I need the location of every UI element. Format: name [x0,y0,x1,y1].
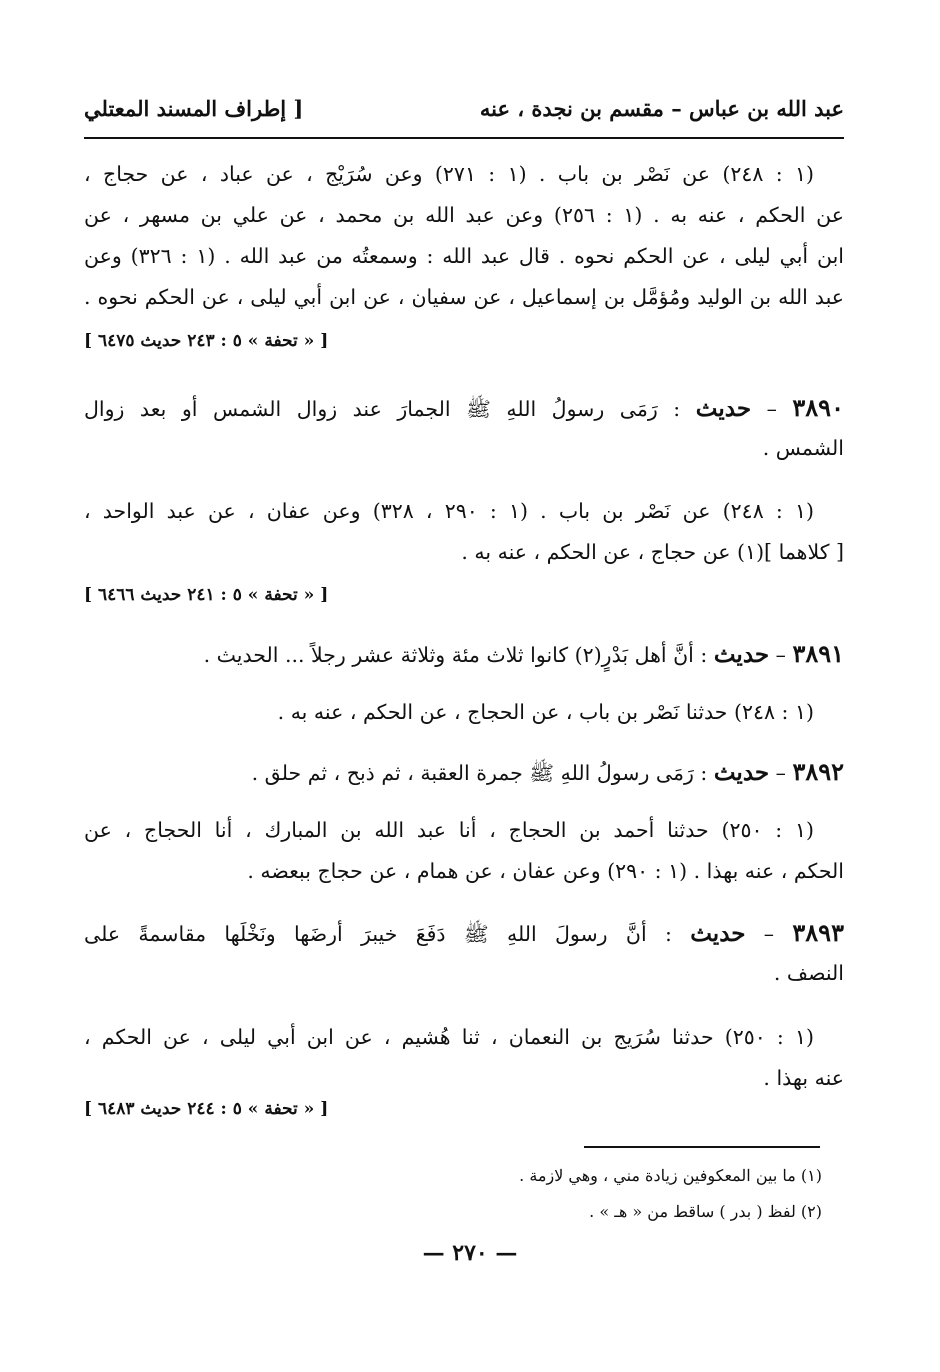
isnad-paragraph [84,491,844,573]
hadith-text: أنَّ رسولَ اللهِ ﷺ دَفَعَ خيبرَ أرضَها ونَخْلَها مقاسمةً على [84,922,647,946]
page-number: — ٢٧٠ — [422,1240,518,1266]
text-line: (١ : ٢٤٨) عن نَصْر بن باب . (١ : ٢٩٠ ، ٣٢٨) وعن عفان ، عن عبد الواحد ، [84,499,814,523]
footnote-divider [584,1146,820,1148]
hadith-text: رَمَى رسولُ اللهِ ﷺ الجمارَ عند زوال الشمس أو بعد زوال [84,397,658,421]
text-line: ابن أبي ليلى ، عن الحكم نحوه . قال عبد الله : وسمعتُه من عبد الله . (١ : ٣٢٦) وعن [84,244,844,268]
text-line: عنه بهذا . [763,1066,844,1090]
footnote: (٢) لفظ ( بدر ) ساقط من « هـ » . [589,1202,822,1221]
hadith-entry: ٣٨٩١ – حديث : أنَّ أهل بَدْرٍ(٢) كانوا ثلاث مئة وثلاثة عشر رجلاً ... الحديث . [203,639,844,668]
tuhfa-reference: [ « تحفة » ٥ : ٢٤٣ حديث ٦٤٧٥ ] [84,331,329,351]
text-line: (١ : ٢٤٨) حدثنا نَصْر بن باب ، عن الحجاج ، عن الحكم ، عنه به . [277,700,814,724]
hadith-entry: ٣٨٩٢ – حديث : رَمَى رسولُ اللهِ ﷺ جمرة العقبة ، ثم ذبح ، ثم حلق . [251,757,844,786]
hadith-entry: ٣٨٩٠ – حديث : رَمَى رسولُ اللهِ ﷺ الجمارَ عند زوال الشمس أو بعد زوال الشمس . [84,387,844,469]
text-line: (١ : ٢٥٠) حدثنا أحمد بن الحجاج ، أنا عبد الله بن المبارك ، أنا الحجاج ، عن [84,818,814,842]
hadith-entry: ٣٨٩٣ – حديث : أنَّ رسولَ اللهِ ﷺ دَفَعَ خيبرَ أرضَها ونَخْلَها مقاسمةً على النصف . [84,912,844,994]
hadith-keyword: حديث [695,395,752,422]
isnad-paragraph [84,810,844,892]
text-line: عبد الله بن الوليد ومُؤمَّل بن إسماعيل ، عن سفيان ، عن ابن أبي ليلى ، عن الحكم نحوه . [84,285,844,309]
text-line: الحكم ، عنه بهذا . (١ : ٢٩٠) وعن عفان ، عن همام ، عن حجاج ببعضه . [247,859,844,883]
hadith-text: النصف . [773,961,844,985]
isnad-paragraph [84,154,844,318]
header-divider [84,137,844,139]
hadith-text: أنَّ أهل بَدْرٍ(٢) كانوا ثلاث مئة وثلاثة عشر رجلاً ... الحديث . [203,643,694,667]
tuhfa-reference: [ « تحفة » ٥ : ٢٤٤ حديث ٦٤٨٣ ] [84,1099,329,1119]
text-line: (١ : ٢٥٠) حدثنا سُرَيج بن النعمان ، ثنا هُشيم ، عن ابن أبي ليلى ، عن الحكم ، [84,1025,814,1049]
hadith-keyword: حديث [690,920,746,947]
hadith-text: رَمَى رسولُ اللهِ ﷺ جمرة العقبة ، ثم ذبح ، ثم حلق . [251,761,694,785]
hadith-number: ٣٨٩٠ [792,393,844,422]
hadith-number: ٣٨٩٣ [792,918,844,947]
hadith-number: ٣٨٩٢ [792,757,844,786]
hadith-keyword: حديث [713,759,770,786]
footnote: (١) ما بين المعكوفين زيادة مني ، وهي لازمة . [519,1166,822,1185]
isnad-paragraph [84,692,844,733]
header-chapter-title: عبد الله بن عباس – مقسم بن نجدة ، عنه [479,96,844,121]
text-line: (١ : ٢٤٨) عن نَصْر بن باب . (١ : ٢٧١) وعن سُرَيْج ، عن عباد ، عن حجاج ، [84,162,814,186]
tuhfa-reference: [ « تحفة » ٥ : ٢٤١ حديث ٦٤٦٦ ] [84,585,329,605]
header-book-title: [ إطراف المسند المعتلي [84,96,304,121]
text-line: [ كلاهما ](١) عن حجاج ، عن الحكم ، عنه به . [461,540,844,564]
text-line: عن الحكم ، عنه به . (١ : ٢٥٦) وعن عبد الله بن محمد ، عن علي بن مسهر ، عن [84,203,844,227]
isnad-paragraph [84,1017,844,1099]
running-header [84,96,844,128]
hadith-number: ٣٨٩١ [792,639,844,668]
hadith-keyword: حديث [713,641,770,668]
hadith-text: الشمس . [762,436,844,460]
